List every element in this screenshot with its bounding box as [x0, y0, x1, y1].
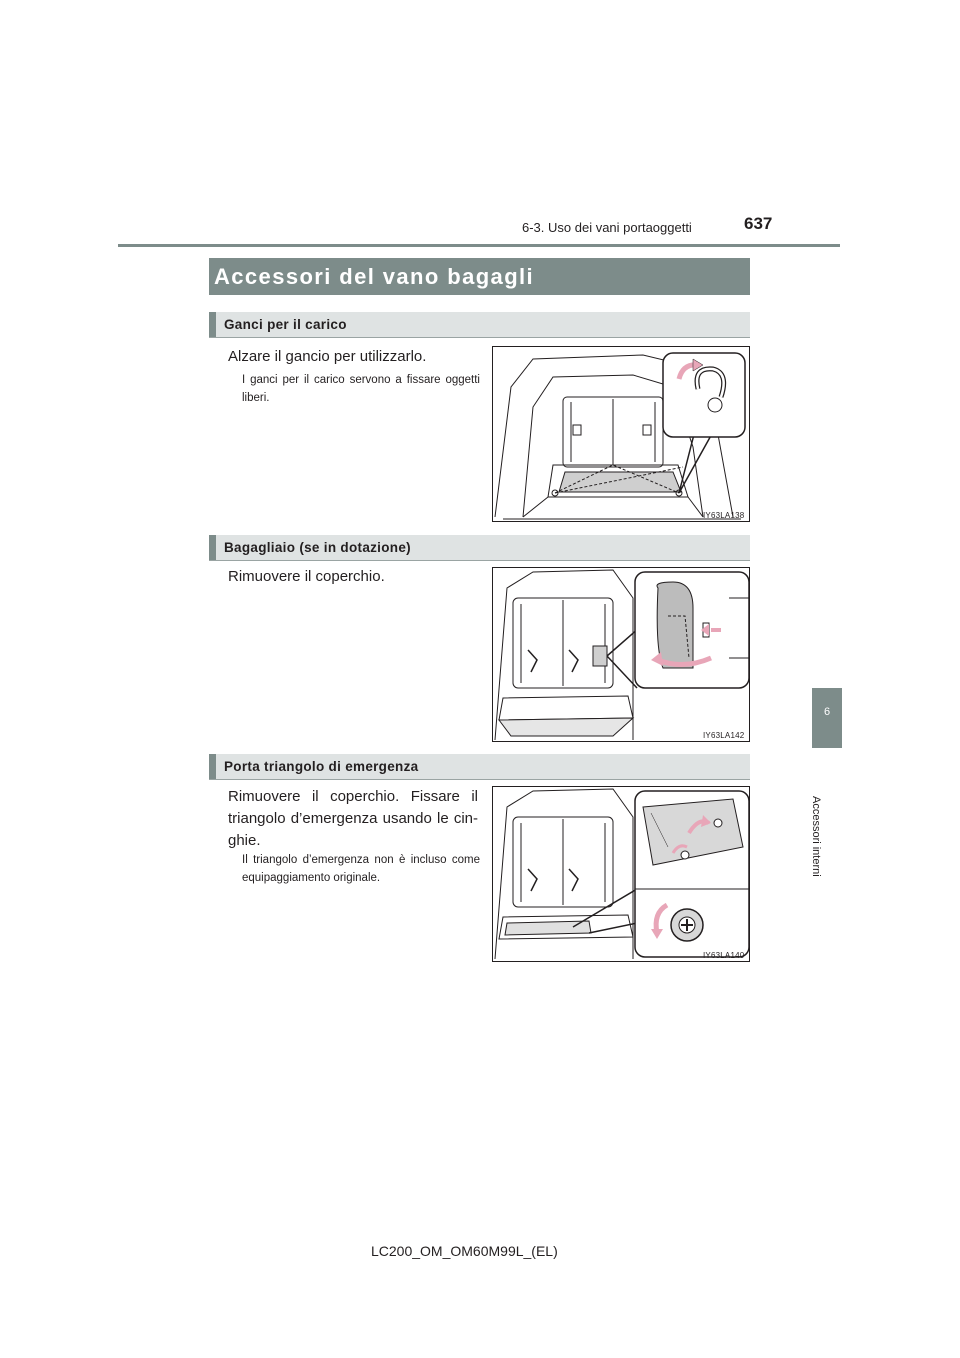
page-number: 637 — [744, 214, 773, 233]
chapter-number: 6 — [823, 706, 831, 718]
instruction-text: Alzare il gancio per utilizzarlo. — [228, 348, 427, 365]
heading-marker — [209, 312, 216, 337]
heading-marker — [209, 535, 216, 560]
section-reference: 6-3. Uso dei vani portaoggetti — [522, 220, 692, 235]
figure-code: IY63LA140 — [703, 951, 745, 960]
cargo-area-illustration — [493, 347, 750, 522]
triangle-holder-illustration — [493, 787, 750, 962]
section-heading-bar — [209, 754, 750, 780]
heading-marker — [209, 754, 216, 779]
instruction-line: triangolo d’emergenza usando le cin- — [228, 810, 478, 827]
instruction-text: Rimuovere il coperchio. — [228, 568, 385, 585]
note-text: I ganci per il carico servono a fissare oggetti liberi. — [242, 374, 480, 404]
page-title: Accessori del vano bagagli — [214, 264, 535, 289]
section-heading: Bagagliaio (se in dotazione) — [224, 540, 411, 555]
luggage-box-illustration — [493, 568, 750, 742]
section-heading: Porta triangolo di emergenza — [224, 759, 419, 774]
instruction-line: ghie. — [228, 832, 261, 849]
header-rule — [118, 244, 840, 247]
figure-cargo-hooks — [492, 346, 750, 522]
section-heading: Ganci per il carico — [224, 317, 347, 332]
figure-luggage-box — [492, 567, 750, 742]
note-text: Il triangolo d’emergenza non è incluso come equipaggiamento originale. — [242, 854, 480, 884]
section-heading-bar — [209, 535, 750, 561]
document-code: LC200_OM_OM60M99L_(EL) — [371, 1243, 558, 1259]
section-heading-bar — [209, 312, 750, 338]
instruction-line: Rimuovere il coperchio. Fissare il — [228, 788, 478, 805]
chapter-tab — [812, 688, 842, 748]
chapter-label: Accessori interni — [810, 796, 822, 877]
figure-code: IY63LA138 — [703, 511, 745, 520]
instruction-text — [228, 786, 478, 852]
figure-warning-triangle-holder — [492, 786, 750, 962]
figure-code: IY63LA142 — [703, 731, 745, 740]
